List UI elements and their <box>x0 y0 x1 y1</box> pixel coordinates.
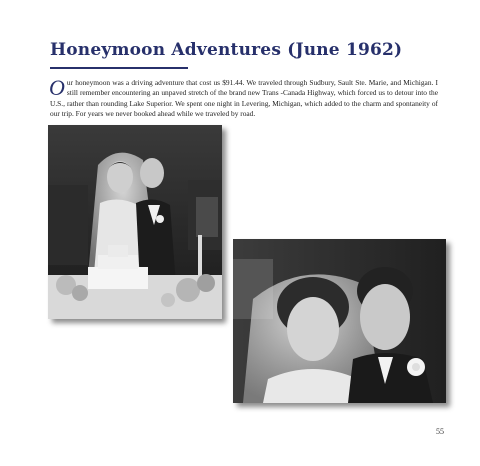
drop-cap: O <box>49 75 65 100</box>
title-underline <box>50 67 188 69</box>
page-title: Honeymoon Adventures (June 1962) <box>50 40 403 60</box>
intro-paragraph <box>49 75 438 119</box>
couple-portrait-photo <box>233 239 446 403</box>
page-number: 55 <box>436 427 444 436</box>
paragraph-text: ur honeymoon was a driving adventure that cost us $91.44. We traveled through Sudbury, Sault Ste. Marie, and Michigan. I still remember encountering an unpaved stretch of the brand new Trans -Canada Highway, which forced us to detour into the U.S., rather than rounding Lake Superior. We spent one night in Levering, Michigan, which added to the charm and spontaneity of our trip. For years we never booked ahead while we traveled by road. <box>50 78 438 118</box>
wedding-cake-photo <box>48 125 222 319</box>
